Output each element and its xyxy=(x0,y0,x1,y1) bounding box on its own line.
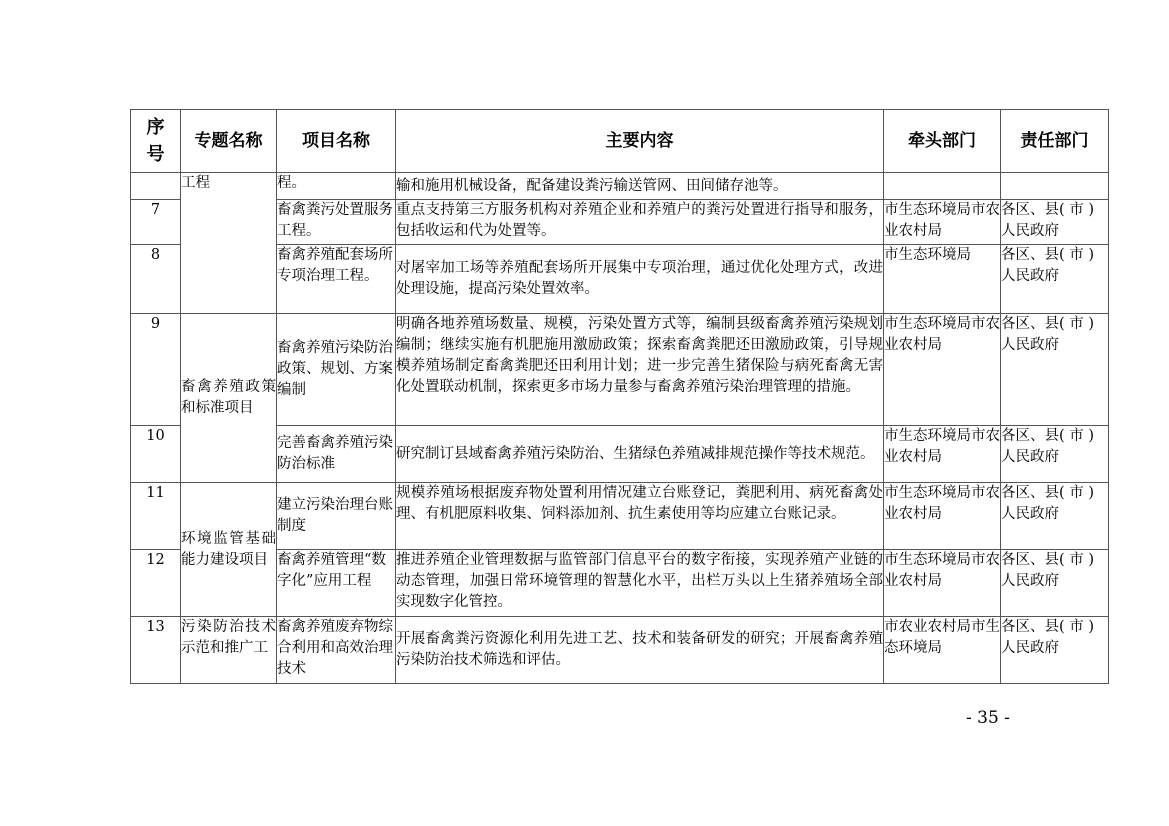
row-seq: 13 xyxy=(131,617,181,684)
lead-dept-cell: 市生态环境局市农业农村局 xyxy=(884,314,1001,426)
lead-dept-cell: 市生态环境局市农业农村局 xyxy=(884,426,1001,483)
content-cell: 规模养殖场根据废弃物处置利用情况建立台账登记，粪肥利用、病死畜禽处理、有机肥原料收集、饲料添加剂、抗生素使用等均应建立台账记录。 xyxy=(396,483,884,550)
lead-dept-cell: 市生态环境局市农业农村局 xyxy=(884,483,1001,550)
resp-dept-cell: 各区、县( 市 ) 人民政府 xyxy=(1001,245,1109,314)
project-cell: 畜禽养殖管理“数字化”应用工程 xyxy=(277,550,396,617)
project-cell: 程。 xyxy=(277,173,396,200)
content-cell: 开展畜禽粪污资源化利用先进工艺、技术和装备研发的研究；开展畜禽养殖污染防治技术筛选和评估。 xyxy=(396,617,884,684)
header-content: 主要内容 xyxy=(396,110,884,173)
project-cell: 建立污染治理台账制度 xyxy=(277,483,396,550)
resp-dept-cell: 各区、县( 市 ) 人民政府 xyxy=(1001,200,1109,245)
lead-dept-cell: 市生态环境局 xyxy=(884,245,1001,314)
row-seq: 10 xyxy=(131,426,181,483)
row-seq: 12 xyxy=(131,550,181,617)
table-row xyxy=(131,200,1109,245)
resp-dept-cell: 各区、县( 市 ) 人民政府 xyxy=(1001,550,1109,617)
project-cell: 畜禽养殖废弃物综合利用和高效治理技术 xyxy=(277,617,396,684)
table-row xyxy=(131,245,1109,314)
header-project: 项目名称 xyxy=(277,110,396,173)
page-number: - 35 - xyxy=(966,708,1010,728)
resp-dept-cell: 各区、县( 市 ) 人民政府 xyxy=(1001,426,1109,483)
resp-dept-cell: 各区、县( 市 ) 人民政府 xyxy=(1001,617,1109,684)
table-row xyxy=(131,483,1109,550)
table-row xyxy=(131,314,1109,426)
lead-dept-cell xyxy=(884,173,1001,200)
lead-dept-cell: 市生态环境局市农业农村局 xyxy=(884,550,1001,617)
row-seq: 7 xyxy=(131,200,181,245)
lead-dept-cell: 市农业农村局市生态环境局 xyxy=(884,617,1001,684)
topic-cell: 污染防治技术示范和推广工 xyxy=(181,617,277,684)
header-topic: 专题名称 xyxy=(181,110,277,173)
topic-cell: 环境监管基础能力建设项目 xyxy=(181,483,277,617)
project-cell: 畜禽养殖配套场所专项治理工程。 xyxy=(277,245,396,314)
row-seq: 8 xyxy=(131,245,181,314)
header-row xyxy=(131,110,1109,173)
row-seq: 9 xyxy=(131,314,181,426)
table-row xyxy=(131,173,1109,200)
content-cell: 明确各地养殖场数量、规模，污染处置方式等，编制县级畜禽养殖污染规划编制；继续实施有机肥施用激励政策；探索畜禽粪肥还田激励政策，引导规模养殖场制定畜禽粪肥还田利用计划；进一步完善生猪保险与病死畜禽无害化处置联动机制，探索更多市场力量参与畜禽养殖污染治理管理的措施。 xyxy=(396,314,884,426)
table-row xyxy=(131,617,1109,684)
project-cell: 畜禽粪污处置服务工程。 xyxy=(277,200,396,245)
resp-dept-cell: 各区、县( 市 ) 人民政府 xyxy=(1001,314,1109,426)
header-lead-dept: 牵头部门 xyxy=(884,110,1001,173)
project-table xyxy=(130,109,1109,684)
table-row xyxy=(131,550,1109,617)
table-row xyxy=(131,426,1109,483)
row-seq: 11 xyxy=(131,483,181,550)
content-cell: 重点支持第三方服务机构对养殖企业和养殖户的粪污处置进行指导和服务，包括收运和代为处置等。 xyxy=(396,200,884,245)
header-resp-dept: 责任部门 xyxy=(1001,110,1109,173)
header-seq: 序号 xyxy=(131,110,181,173)
content-cell: 推进养殖企业管理数据与监管部门信息平台的数字衔接，实现养殖产业链的动态管理，加强日常环境管理的智慧化水平，出栏万头以上生猪养殖场全部实现数字化管控。 xyxy=(396,550,884,617)
lead-dept-cell: 市生态环境局市农业农村局 xyxy=(884,200,1001,245)
resp-dept-cell: 各区、县( 市 ) 人民政府 xyxy=(1001,483,1109,550)
content-cell: 输和施用机械设备，配备建设粪污输送管网、田间储存池等。 xyxy=(396,173,884,200)
content-cell: 研究制订县域畜禽养殖污染防治、生猪绿色养殖减排规范操作等技术规范。 xyxy=(396,426,884,483)
project-cell: 畜禽养殖污染防治政策、规划、方案编制 xyxy=(277,314,396,426)
content-cell: 对屠宰加工场等养殖配套场所开展集中专项治理，通过优化处理方式，改进处理设施，提高污染处置效率。 xyxy=(396,245,884,314)
project-cell: 完善畜禽养殖污染防治标准 xyxy=(277,426,396,483)
resp-dept-cell xyxy=(1001,173,1109,200)
row-seq xyxy=(131,173,181,200)
topic-cell: 工程 xyxy=(181,173,277,314)
topic-cell: 畜禽养殖政策和标准项目 xyxy=(181,314,277,483)
